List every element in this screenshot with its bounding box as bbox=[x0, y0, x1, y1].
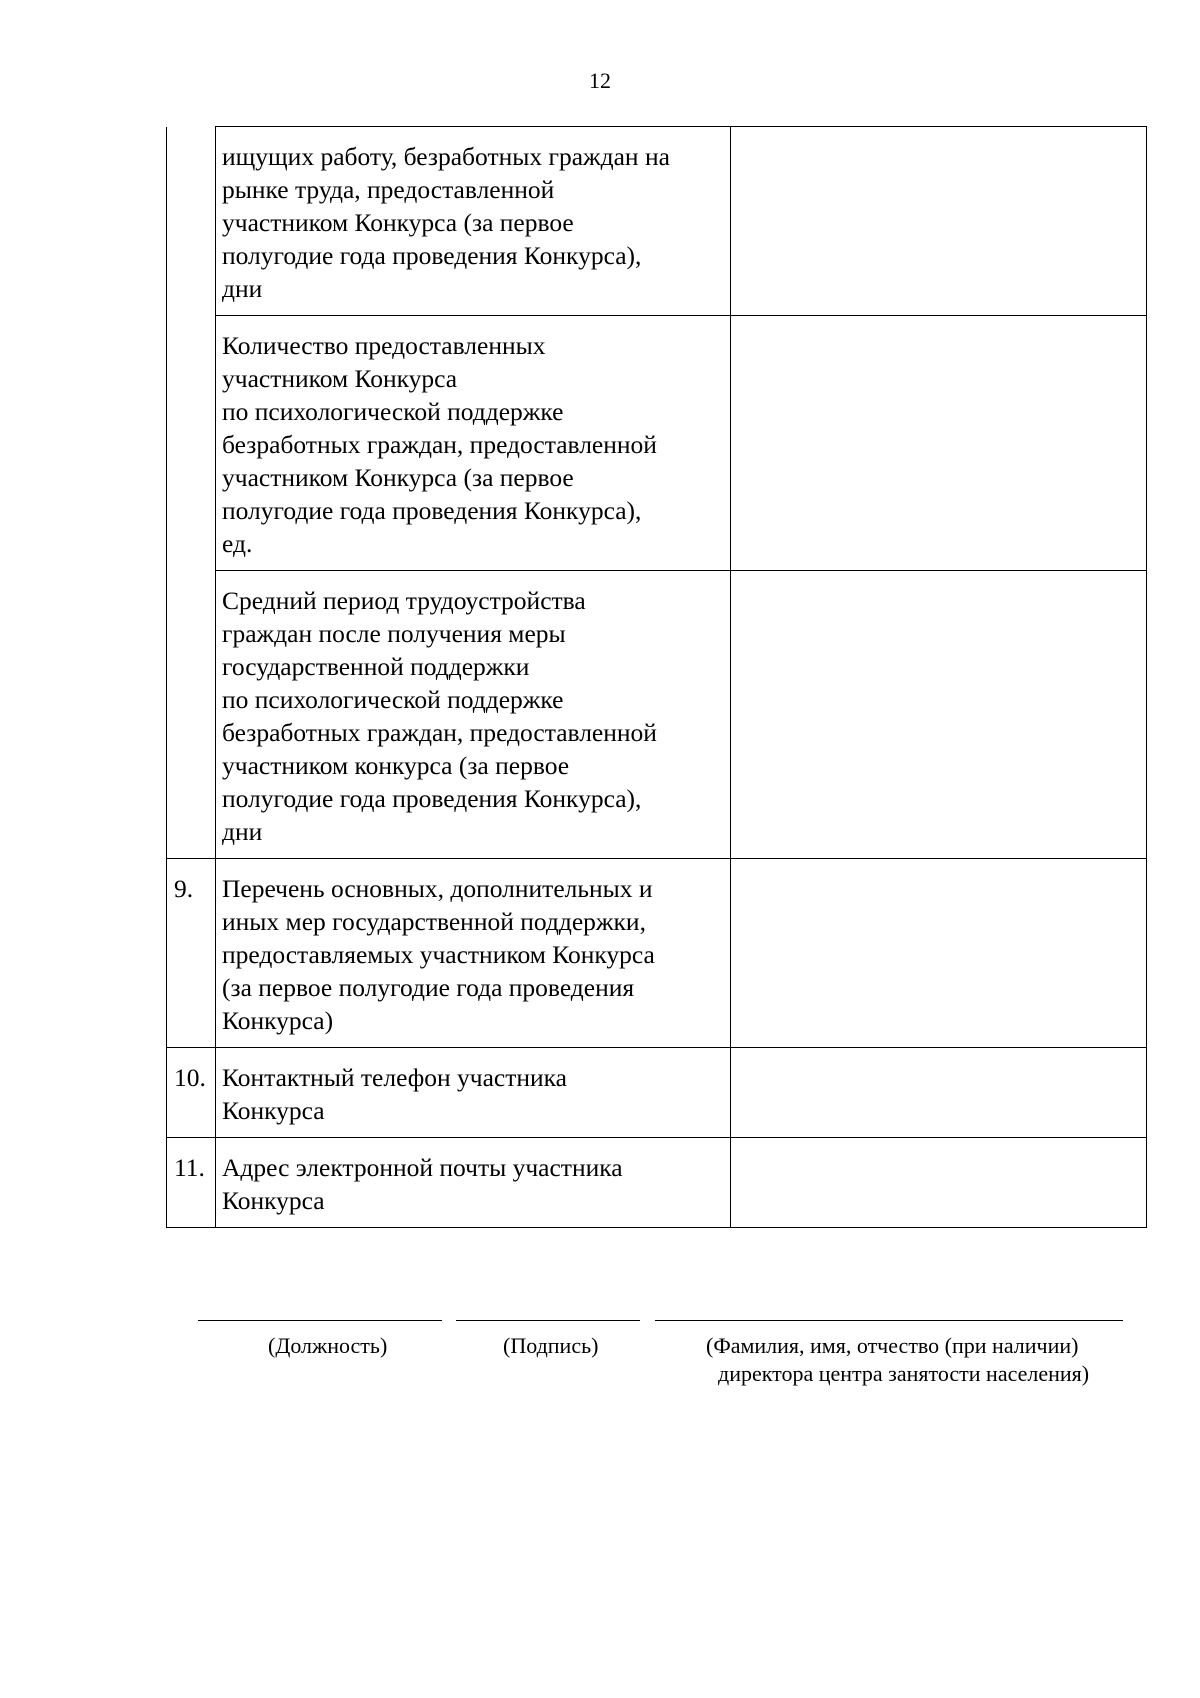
full-name-signature-line[interactable] bbox=[655, 1320, 1123, 1321]
table-row bbox=[167, 1138, 1147, 1228]
label-line: безработных граждан, предоставленной bbox=[222, 718, 657, 747]
label-line: (за первое полугодие года проведения bbox=[222, 973, 635, 1002]
label-line: безработных граждан, предоставленной bbox=[222, 430, 657, 459]
row-label-cell bbox=[216, 859, 731, 1048]
label-line: по психологической поддержке bbox=[222, 397, 564, 426]
row-label-cell bbox=[216, 571, 731, 859]
label-line: участником Конкурса bbox=[222, 364, 458, 393]
position-caption: (Должность) bbox=[268, 1333, 388, 1358]
row-label-cell bbox=[216, 1138, 731, 1228]
row-label-cell bbox=[216, 316, 731, 571]
label-line: государственной поддержки bbox=[222, 652, 530, 681]
label-line: участником Конкурса (за первое bbox=[222, 463, 574, 492]
label-line: ищущих работу, безработных граждан на bbox=[222, 142, 670, 171]
row-value-cell[interactable] bbox=[731, 571, 1147, 859]
label-line: участником Конкурса (за первое bbox=[222, 208, 574, 237]
label-line: полугодие года проведения Конкурса), bbox=[222, 496, 642, 525]
row-value-cell[interactable] bbox=[731, 859, 1147, 1048]
row-value-cell[interactable] bbox=[731, 1138, 1147, 1228]
row-number-cell: 11. bbox=[167, 1138, 216, 1228]
row-number-cell bbox=[167, 571, 216, 859]
label-line: Конкурса bbox=[222, 1186, 325, 1215]
label-line: Контактный телефон участника bbox=[222, 1063, 567, 1092]
table-row bbox=[167, 1048, 1147, 1138]
label-line: Средний период трудоустройства bbox=[222, 586, 586, 615]
label-line: полугодие года проведения Конкурса), bbox=[222, 784, 642, 813]
row-label-cell bbox=[216, 127, 731, 316]
label-line: Адрес электронной почты участника bbox=[222, 1153, 623, 1182]
row-value-cell[interactable] bbox=[731, 127, 1147, 316]
row-value-cell[interactable] bbox=[731, 1048, 1147, 1138]
table-row bbox=[167, 316, 1147, 571]
row-value-cell[interactable] bbox=[731, 316, 1147, 571]
label-line: участником конкурса (за первое bbox=[222, 751, 570, 780]
label-line: дни bbox=[222, 817, 263, 846]
label-line: полугодие года проведения Конкурса), bbox=[222, 241, 642, 270]
label-line: Конкурса bbox=[222, 1096, 325, 1125]
label-line: рынке труда, предоставленной bbox=[222, 175, 555, 204]
label-line: ед. bbox=[222, 529, 253, 558]
signature-line[interactable] bbox=[456, 1320, 640, 1321]
row-label-cell bbox=[216, 1048, 731, 1138]
label-line: предоставляемых участником Конкурса bbox=[222, 940, 655, 969]
position-signature-line[interactable] bbox=[198, 1320, 442, 1321]
table-row bbox=[167, 127, 1147, 316]
label-line: Конкурса) bbox=[222, 1006, 334, 1035]
row-number-cell bbox=[167, 316, 216, 571]
application-form-table bbox=[166, 126, 1147, 1228]
row-number-cell: 10. bbox=[167, 1048, 216, 1138]
label-line: Количество предоставленных bbox=[222, 331, 546, 360]
label-line: по психологической поддержке bbox=[222, 685, 564, 714]
label-line: граждан после получения меры bbox=[222, 619, 566, 648]
full-name-caption: (Фамилия, имя, отчество (при наличии) bbox=[706, 1333, 1079, 1358]
director-caption: директора центра занятости населения) bbox=[718, 1361, 1090, 1386]
table-row bbox=[167, 571, 1147, 859]
row-number-cell bbox=[167, 127, 216, 316]
row-number-cell: 9. bbox=[167, 859, 216, 1048]
label-line: Перечень основных, дополнительных и bbox=[222, 874, 653, 903]
table-row bbox=[167, 859, 1147, 1048]
signature-caption: (Подпись) bbox=[503, 1333, 599, 1358]
page-number: 12 bbox=[589, 68, 611, 93]
label-line: дни bbox=[222, 274, 263, 303]
label-line: иных мер государственной поддержки, bbox=[222, 907, 646, 936]
